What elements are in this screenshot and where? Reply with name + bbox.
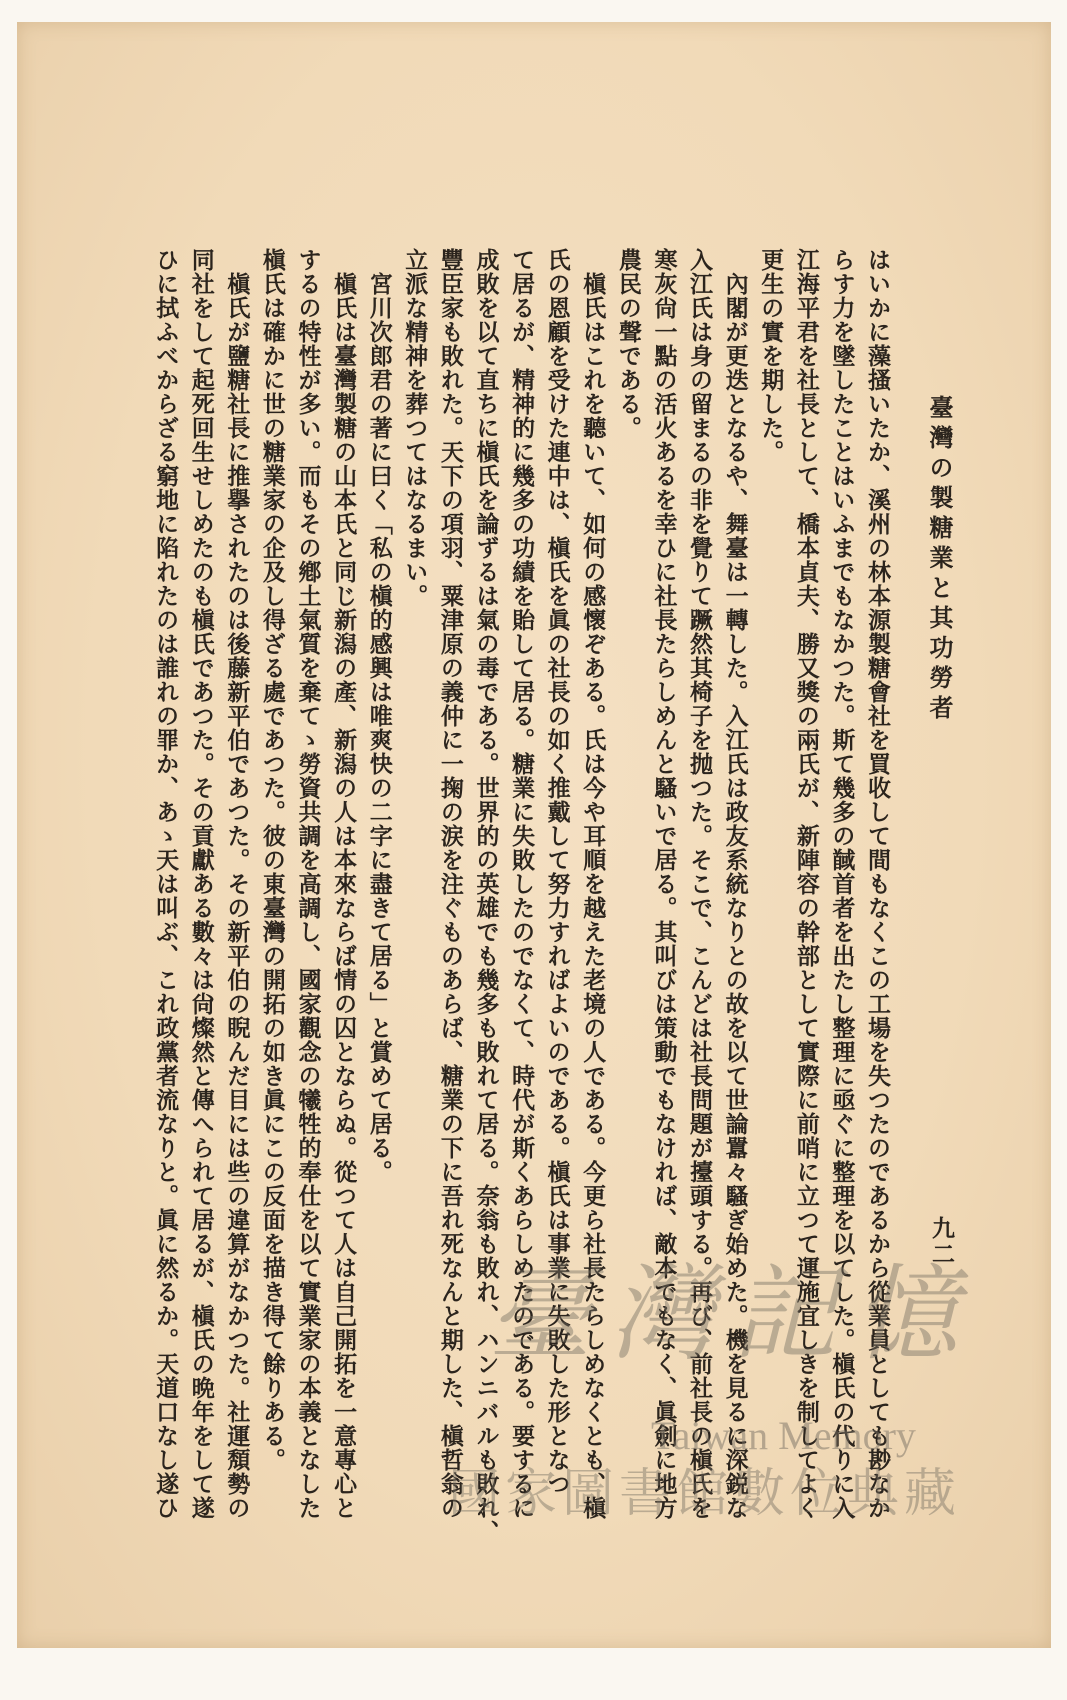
running-header-title: 臺灣の製糖業と其功勞者 xyxy=(925,395,954,725)
text-column: 成敗を以て直ちに槇氏を論ずるは氣の毒である。世界的の英雄でも幾多も敗れて居る。奈翁も敗れ、ハンニバルも敗れ、 xyxy=(472,248,500,1544)
page-number: 九二 xyxy=(928,1216,955,1268)
text-column: 入江氏は身の留まるの非を覺りて蹶然其椅子を抛つた。そこで、こんどは社長問題が擡頭する。再び、前社長の槇氏を xyxy=(686,248,714,1520)
text-column: 宮川次郎君の著に曰く「私の槇的感興は唯爽快の二字に盡きて居る」と賞めて居る。 xyxy=(365,248,393,1184)
text-column: 槇氏は確かに世の糖業家の企及し得ざる處であつた。彼の東臺灣の開拓の如き眞にこの反面を描き得て餘りある。 xyxy=(258,248,286,1472)
text-column: て居るが、精神的に幾多の功績を貽して居る。糖業に失敗したのでなくて、時代が斯くあらしめたのである。要するに xyxy=(508,248,536,1520)
text-column: 槇氏はこれを聽いて、如何の感懷ぞある。氏は今や耳順を越えた老境の人である。今更ら社長たらしめなくとも、槇 xyxy=(579,248,607,1520)
text-column: 農民の聲である。 xyxy=(614,248,642,440)
text-column: 槇氏が鹽糖社長に推擧されたのは後藤新平伯であつた。その新平伯の睨んだ目には些の違算がなかつた。社運頽勢の xyxy=(223,248,251,1520)
text-column: 立派な精神を葬つてはなるまい。 xyxy=(401,248,429,608)
text-column: 江海平君を社長として、橋本貞夫、勝又獎の兩氏が、新陣容の幹部として實際に前哨に立つて運施宜しきを制してよく xyxy=(792,248,820,1520)
text-column: 寒灰尙一點の活火あるを幸ひに社長たらしめんと騷いで居る。其叫びは策動でもなければ、敵本でもなく、眞劍に地方 xyxy=(650,248,678,1520)
text-column: 豐臣家も敗れた。天下の項羽、粟津原の義仲に一掬の涙を注ぐものあらば、糖業の下に吾れ死なんと期した、槇哲翁の xyxy=(436,248,464,1520)
text-column: らす力を墜したことはいふまでもなかつた。斯て幾多の馘首者を出たし整理に亟ぐに整理を以てした。槇氏の代りに入 xyxy=(828,248,856,1520)
text-column: 同社をして起死回生せしめたのも槇氏であつた。その貢獻ある數々は尙燦然と傳へられて居るが、槇氏の晩年をして遂 xyxy=(187,248,215,1520)
text-column: するの特性が多い。而もその鄕土氣質を棄てゝ勞資共調を高調し、國家觀念の犧牲的奉仕を以て實業家の本義となした xyxy=(294,248,322,1520)
watermark-library: 國家圖書館數位典藏 xyxy=(448,1464,962,1524)
text-column: 槇氏は臺灣製糖の山本氏と同じ新潟の產、新潟の人は本來ならば情の囚とならぬ。從つて人は自己開拓を一意專心と xyxy=(330,248,358,1520)
text-column: はいかに藻搔いたか、溪州の林本源製糖會社を買收して間もなくこの工場を失つたのであるから從業員としても尠なか xyxy=(864,248,891,1520)
text-column: ひに拭ふべからざる窮地に陷れたのは誰れの罪か、あゝ天は叫ぶ、これ政黨者流なりと。眞に然るか。天道口なし遂ひ xyxy=(152,248,180,1520)
watermark-english: Taiwan Memory xyxy=(651,1413,916,1458)
text-column: 內閣が更迭となるや、舞臺は一轉した。入江氏は政友系統なりとの故を以て世論囂々騷ぎ始めた。機を見るに深鋭な xyxy=(721,248,749,1520)
text-column: 更生の實を期した。 xyxy=(757,248,785,464)
text-column: 氏の恩顧を受けた連中は、槇氏を眞の社長の如く推戴して努力すればよいのである。槇氏は事業に失敗した形となつ xyxy=(543,248,571,1496)
watermark-logo: 臺灣記憶 xyxy=(488,1253,977,1375)
